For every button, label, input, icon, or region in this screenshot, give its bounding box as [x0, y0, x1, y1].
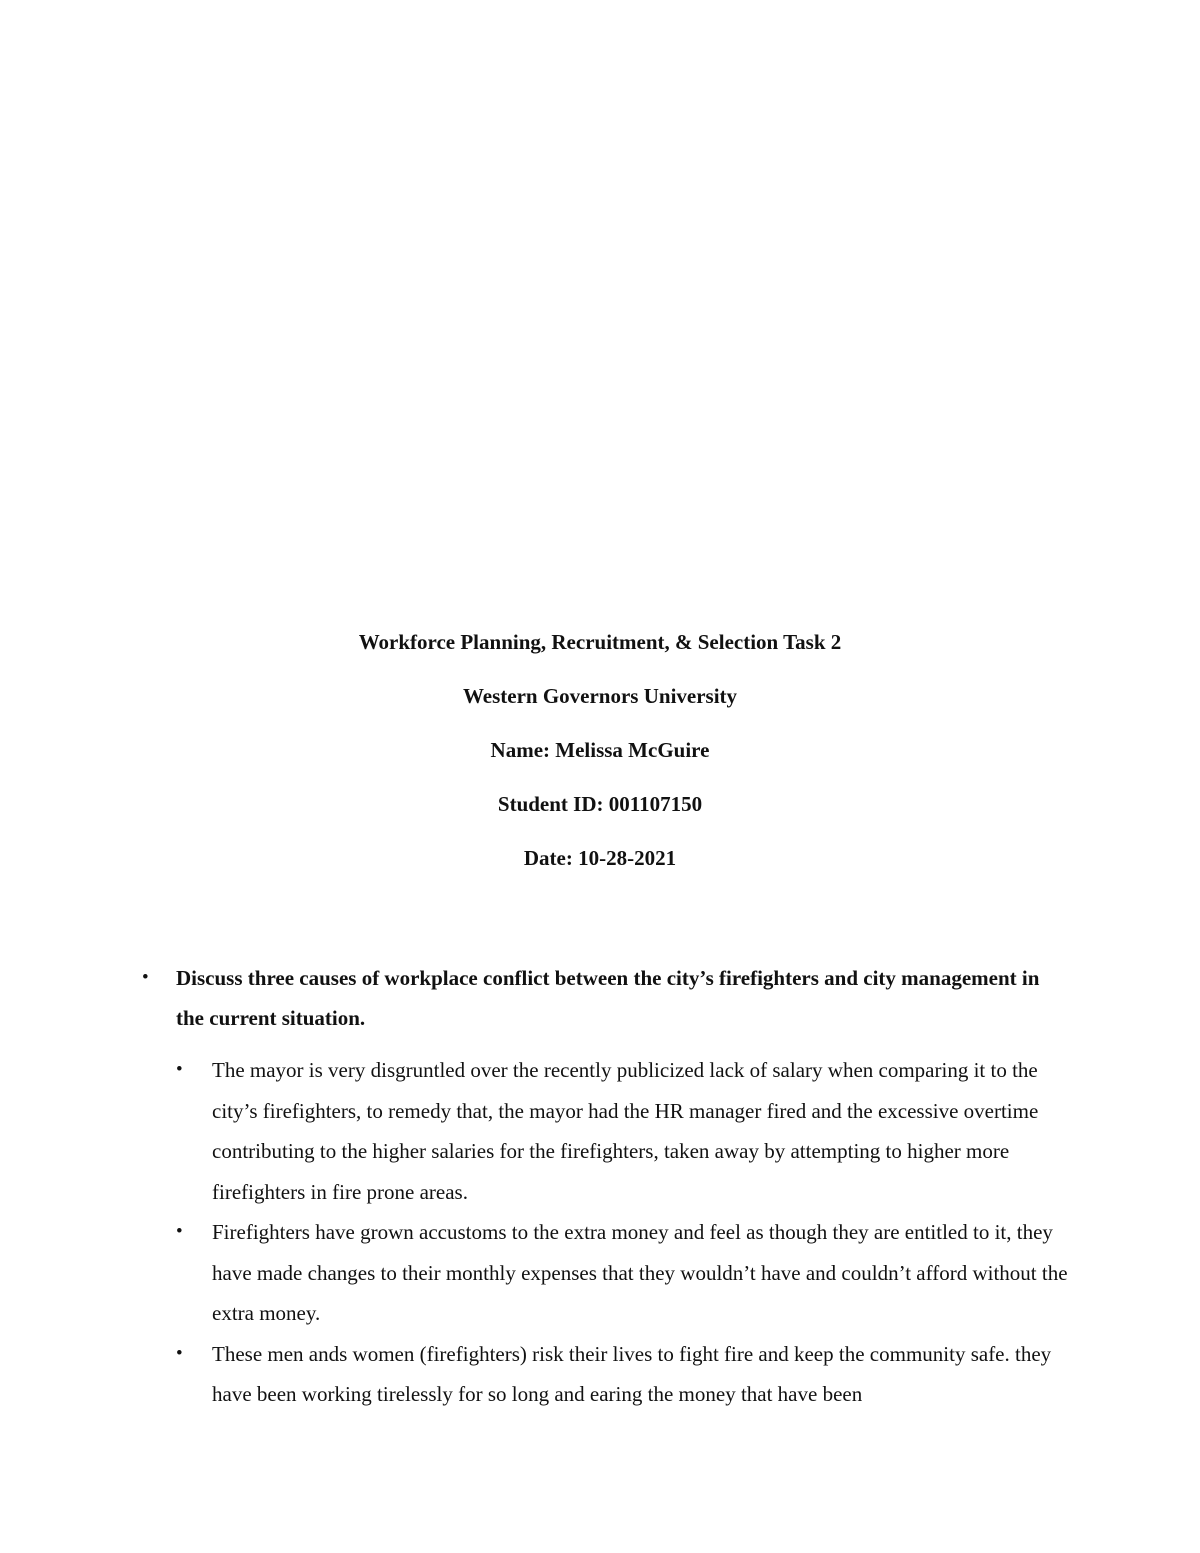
bullet-icon: •: [142, 967, 149, 988]
answer-item: [176, 1050, 1068, 1212]
answer-text: Firefighters have grown accustoms to the extra money and feel as though they are entitled to it, they have made changes to their monthly expenses that they wouldn’t have and couldn’t afford without the extra money.: [212, 1220, 1068, 1325]
institution-name: Western Governors University: [462, 684, 738, 708]
answer-item: [176, 1334, 1068, 1415]
cover-title-block: [0, 615, 1200, 885]
bullet-icon: •: [176, 1221, 183, 1242]
document-title: Workforce Planning, Recruitment, & Selection Task 2: [358, 630, 842, 654]
answer-text: These men ands women (firefighters) risk their lives to fight fire and keep the community safe. they have been working tirelessly for so long and earing the money that have been: [212, 1341, 1052, 1406]
bullet-icon: •: [176, 1342, 183, 1364]
question-text: Discuss three causes of workplace conflict between the city’s firefighters and city management in the current situation.: [176, 966, 1040, 1030]
student-id: Student ID: 001107150: [497, 792, 703, 816]
answer-text: The mayor is very disgruntled over the recently publicized lack of salary when comparing it to the city’s firefighters, to remedy that, the mayor had the HR manager fired and the excessive overtime contributing to the higher salaries for the firefighters, taken away by attempting to higher more firefighters in fire prone areas.: [212, 1058, 1039, 1204]
submission-date: Date: 10-28-2021: [523, 846, 677, 870]
question-list: [138, 958, 1068, 1415]
question-item: [138, 958, 1068, 1415]
student-name: Name: Melissa McGuire: [490, 738, 710, 762]
bullet-icon: •: [176, 1059, 183, 1080]
answer-item: [176, 1212, 1068, 1334]
answer-list: [176, 1050, 1068, 1415]
